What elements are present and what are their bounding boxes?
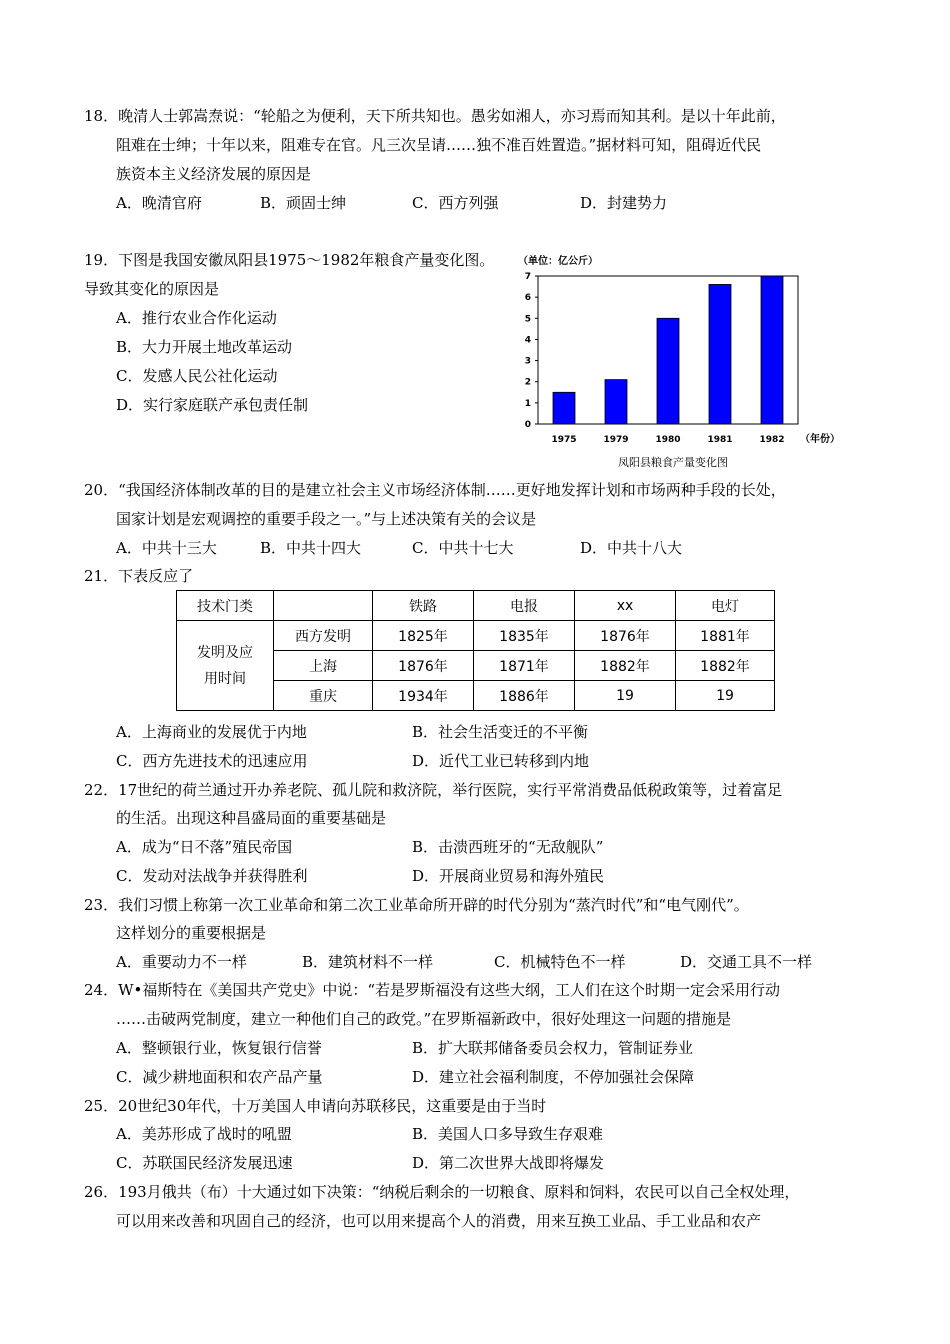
question-26-line-1: 26．193月俄共（布）十大通过如下决策：“纳税后剩余的一切粮食、原料和饲料，农民可以自己全权处理， bbox=[84, 1183, 800, 1201]
question-24-option-a: A．整顿银行业，恢复银行信誉 bbox=[116, 1039, 322, 1057]
question-19-line-1: 19．下图是我国安徽凤阳县1975～1982年粮食产量变化图。 bbox=[84, 251, 495, 269]
table-header-cell bbox=[274, 591, 373, 621]
chart-caption: 凤阳县粮食产量变化图 bbox=[618, 456, 728, 469]
question-19-option-a: A．推行农业合作化运动 bbox=[116, 309, 277, 327]
question-19-option-b: B．大力开展土地改革运动 bbox=[116, 338, 293, 356]
question-26-line-2: 可以用来改善和巩固自己的经济，也可以用来提高个人的消费，用来互换工业品、手工业品和农产 bbox=[116, 1212, 762, 1230]
question-25-option-a: A．美苏形成了战时的吼盟 bbox=[116, 1125, 292, 1143]
table-cell: 1871年 bbox=[474, 651, 575, 681]
table-cell: 1882年 bbox=[676, 651, 775, 681]
question-18-option-c: C．西方列强 bbox=[412, 194, 499, 212]
question-23-line-2: 这样划分的重要根据是 bbox=[116, 924, 267, 942]
question-25-line-1: 25．20世纪30年代，十万美国人申请向苏联移民，这重要是由于当时 bbox=[84, 1097, 547, 1115]
question-18-line-3: 族资本主义经济发展的原因是 bbox=[116, 165, 312, 183]
question-20-option-d: D．中共十八大 bbox=[580, 539, 683, 557]
table-cell: 1882年 bbox=[575, 651, 676, 681]
chart-unit-label: （单位：亿公斤） bbox=[518, 256, 598, 267]
question-19-option-c: C．发感人民公社化运动 bbox=[116, 367, 278, 385]
bar-1980 bbox=[657, 318, 679, 424]
question-25-option-c: C．苏联国民经济发展迅速 bbox=[116, 1154, 293, 1172]
table-header-cell: 技术门类 bbox=[177, 591, 274, 621]
grain-output-bar-chart bbox=[518, 252, 848, 472]
chart-x-suffix: （年份） bbox=[800, 434, 840, 445]
question-24-option-d: D．建立社会福利制度，不停加强社会保障 bbox=[412, 1068, 695, 1086]
question-18-line-1: 18．晚清人士郭嵩焘说：“轮船之为便利，天下所共知也。愚劣如湘人，亦习焉而知其利。是以十年此前， bbox=[84, 107, 786, 125]
question-21-option-d: D．近代工业已转移到内地 bbox=[412, 752, 590, 770]
question-22-line-2: 的生活。出现这种昌盛局面的重要基础是 bbox=[116, 809, 387, 827]
question-23-option-b: B．建筑材料不一样 bbox=[302, 953, 434, 971]
bar-1979 bbox=[605, 380, 627, 424]
y-tick-label: 0 bbox=[524, 420, 531, 430]
y-tick-label: 7 bbox=[524, 272, 531, 282]
question-22-option-a: A．成为“日不落”殖民帝国 bbox=[116, 838, 293, 856]
question-24-line-2: ……击破两党制度，建立一种他们自己的政党。”在罗斯福新政中，很好处理这一问题的措施是 bbox=[116, 1010, 732, 1028]
question-21-option-b: B．社会生活变迁的不平衡 bbox=[412, 723, 589, 741]
y-tick-label: 3 bbox=[524, 356, 531, 367]
table-cell: 19 bbox=[676, 681, 775, 711]
x-tick-label: 1981 bbox=[707, 435, 733, 445]
question-20-option-a: A．中共十三大 bbox=[116, 539, 217, 557]
bar-1982 bbox=[761, 276, 783, 424]
question-24-option-b: B．扩大联邦储备委员会权力，管制证券业 bbox=[412, 1039, 694, 1057]
question-21-option-c: C．西方先进技术的迅速应用 bbox=[116, 752, 308, 770]
question-23-option-d: D．交通工具不一样 bbox=[680, 953, 813, 971]
table-cell: 1886年 bbox=[474, 681, 575, 711]
y-tick-label: 2 bbox=[524, 377, 531, 388]
y-tick-label: 1 bbox=[524, 398, 531, 409]
question-22-option-d: D．开展商业贸易和海外殖民 bbox=[412, 867, 605, 885]
table-cell: 1876年 bbox=[373, 651, 474, 681]
table-header-cell: 铁路 bbox=[373, 591, 474, 621]
table-header-row bbox=[177, 591, 775, 621]
table-header-cell: xx bbox=[575, 591, 676, 621]
table-cell: 1825年 bbox=[373, 621, 474, 651]
table-cell: 1881年 bbox=[676, 621, 775, 651]
question-23-line-1: 23．我们习惯上称第一次工业革命和第二次工业革命所开辟的时代分别为“蒸汽时代”和“电气刚代”。 bbox=[84, 896, 749, 914]
table-cell: 19 bbox=[575, 681, 676, 711]
question-20-line-2: 国家计划是宏观调控的重要手段之一。”与上述决策有关的会议是 bbox=[116, 510, 537, 528]
table-cell: 1934年 bbox=[373, 681, 474, 711]
question-19-option-d: D．实行家庭联产承包责任制 bbox=[116, 396, 309, 414]
x-tick-label: 1975 bbox=[551, 435, 577, 445]
question-23-option-a: A．重要动力不一样 bbox=[116, 953, 247, 971]
question-20-line-1: 20．“我国经济体制改革的目的是建立社会主义市场经济体制……更好地发挥计划和市场两种手段的长处， bbox=[84, 481, 786, 499]
question-25-option-d: D．第二次世界大战即将爆发 bbox=[412, 1154, 605, 1172]
table-row-place: 上海 bbox=[274, 651, 373, 681]
question-21-line-1: 21．下表反应了 bbox=[84, 567, 194, 585]
question-24-option-c: C．减少耕地面积和农产品产量 bbox=[116, 1068, 323, 1086]
technology-table bbox=[176, 590, 775, 711]
question-21-option-a: A．上海商业的发展优于内地 bbox=[116, 723, 307, 741]
x-tick-label: 1982 bbox=[759, 435, 785, 445]
y-tick-label: 6 bbox=[524, 293, 531, 304]
bar-1975 bbox=[553, 392, 575, 424]
table-cell: 1835年 bbox=[474, 621, 575, 651]
table-row-place: 西方发明 bbox=[274, 621, 373, 651]
question-25-option-b: B．美国人口多导致生存艰难 bbox=[412, 1125, 604, 1143]
question-22-option-b: B．击溃西班牙的“无敌舰队” bbox=[412, 838, 604, 856]
question-18-option-a: A．晚清官府 bbox=[116, 194, 202, 212]
y-tick-label: 5 bbox=[524, 314, 531, 325]
table-row bbox=[177, 621, 775, 651]
table-cell: 1876年 bbox=[575, 621, 676, 651]
question-23-option-c: C．机械特色不一样 bbox=[494, 953, 626, 971]
question-19-line-2: 导致其变化的原因是 bbox=[84, 280, 220, 298]
x-tick-label: 1979 bbox=[603, 435, 629, 445]
table-header-cell: 电报 bbox=[474, 591, 575, 621]
question-24-line-1: 24．W•福斯特在《美国共产党史》中说：“若是罗斯福没有这些大纲，工人们在这个时期一定会采用行动 bbox=[84, 981, 781, 999]
question-18-option-b: B．顽固士绅 bbox=[260, 194, 347, 212]
table-group-label: 发明及应用时间 bbox=[177, 621, 274, 711]
question-22-option-c: C．发动对法战争并获得胜利 bbox=[116, 867, 308, 885]
bar-1981 bbox=[709, 284, 731, 424]
question-22-line-1: 22．17世纪的荷兰通过开办养老院、孤儿院和救济院，举行医院，实行平常消费品低税政策等，过着富足 bbox=[84, 781, 783, 799]
y-tick-label: 4 bbox=[524, 335, 531, 346]
table-header-cell: 电灯 bbox=[676, 591, 775, 621]
question-20-option-c: C．中共十七大 bbox=[412, 539, 514, 557]
question-20-option-b: B．中共十四大 bbox=[260, 539, 362, 557]
table-row-place: 重庆 bbox=[274, 681, 373, 711]
x-tick-label: 1980 bbox=[655, 435, 681, 445]
question-18-option-d: D．封建势力 bbox=[580, 194, 668, 212]
question-18-line-2: 阻难在士绅；十年以来，阻难专在官。凡三次呈请……独不准百姓置造。”据材料可知，阻碍近代民 bbox=[116, 136, 762, 154]
